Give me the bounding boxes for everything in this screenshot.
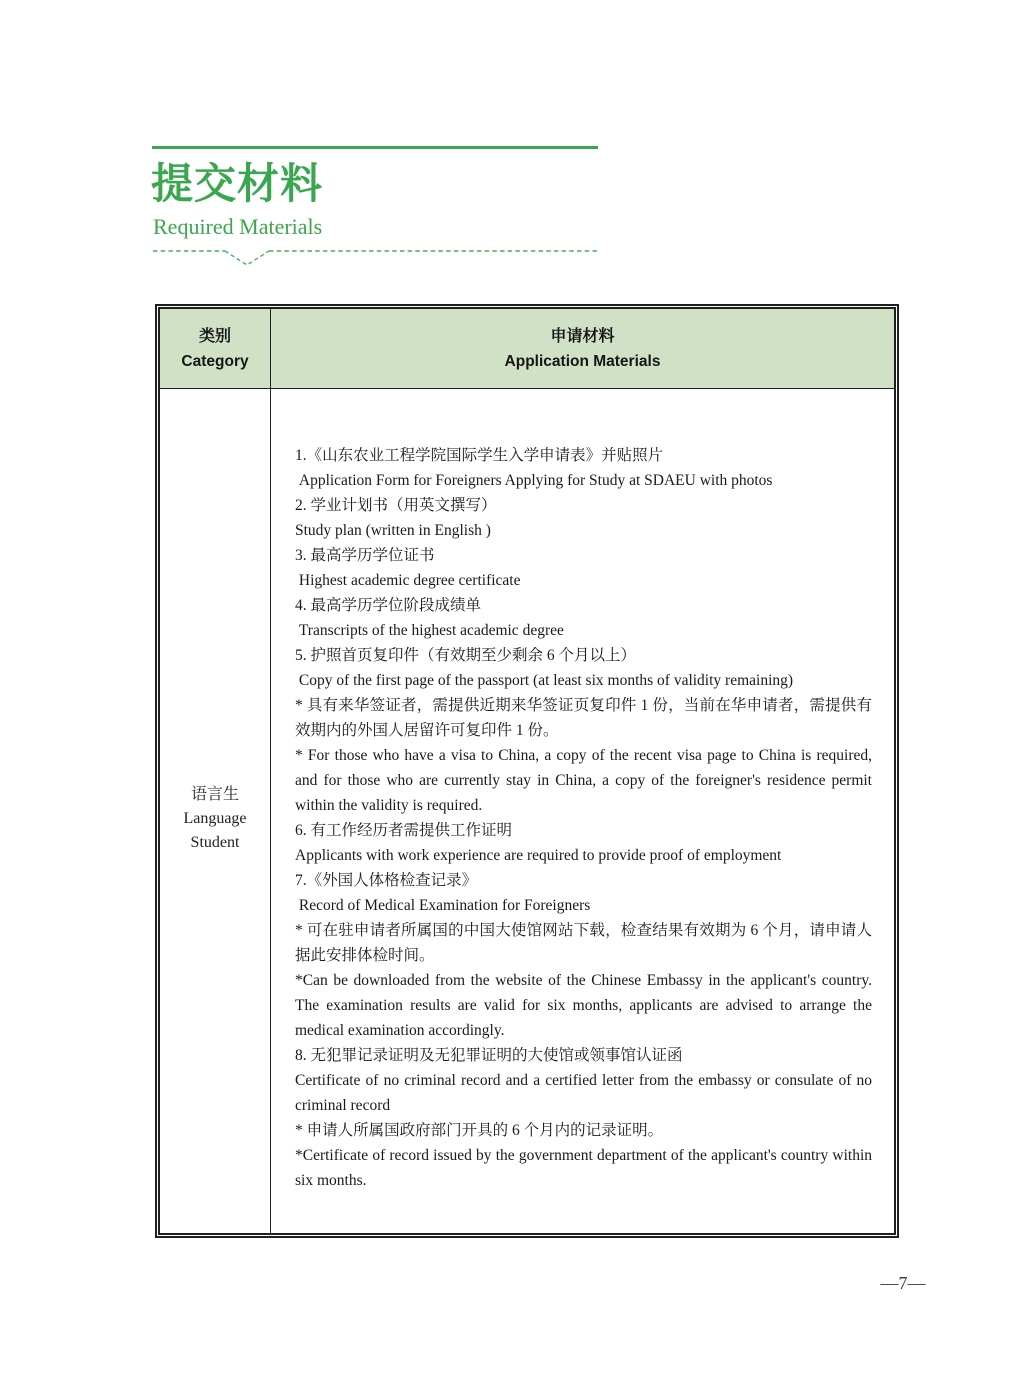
category-line-en1: Language bbox=[183, 810, 247, 827]
materials-header-en: Application Materials bbox=[504, 352, 661, 370]
material-paragraph: Study plan (written in English ) bbox=[295, 522, 491, 539]
material-paragraph: Copy of the first page of the passport (at least six months of validity remaining) bbox=[295, 672, 794, 689]
table-header-row bbox=[160, 309, 894, 389]
material-paragraph: 6. 有工作经历者需提供工作证明 bbox=[295, 822, 513, 839]
material-paragraph: Applicants with work experience are required to provide proof of employment bbox=[295, 847, 782, 864]
category-line-en2: Student bbox=[190, 834, 240, 851]
section-title-rule bbox=[152, 146, 598, 149]
material-paragraph: * For those who have a visa to China, a copy of the recent visa page to China is required, and for those who are currently stay in China, a copy of the foreigner's residence permit within the validity is required. bbox=[295, 747, 876, 814]
dashed-separator-with-arrow-icon bbox=[152, 249, 600, 269]
table-body-row bbox=[160, 389, 894, 1233]
material-paragraph: *Can be downloaded from the website of the Chinese Embassy in the applicant's country. The examination results are valid for six months, applicants are advised to arrange the medical examination accordingly. bbox=[295, 972, 876, 1039]
material-paragraph: 5. 护照首页复印件（有效期至少剩余 6 个月以上） bbox=[295, 647, 637, 664]
category-header-zh: 类别 bbox=[198, 327, 231, 345]
page-title: 提交材料 bbox=[151, 160, 324, 207]
column-header-application-materials bbox=[271, 309, 894, 388]
category-line-zh: 语言生 bbox=[190, 786, 239, 803]
page-number: —7— bbox=[880, 1273, 926, 1293]
material-paragraph: 7.《外国人体格检查记录》 bbox=[295, 872, 478, 889]
material-paragraph: 4. 最高学历学位阶段成绩单 bbox=[295, 597, 482, 614]
material-paragraph: *Certificate of record issued by the government department of the applicant's country within six months. bbox=[295, 1147, 876, 1189]
material-paragraph: * 具有来华签证者，需提供近期来华签证页复印件 1 份，当前在华申请者，需提供有效期内的外国人居留许可复印件 1 份。 bbox=[295, 697, 872, 739]
material-paragraph: 1.《山东农业工程学院国际学生入学申请表》并贴照片 bbox=[295, 447, 664, 464]
material-paragraph: 8. 无犯罪记录证明及无犯罪证明的大使馆或领事馆认证函 bbox=[295, 1047, 683, 1064]
materials-table bbox=[155, 304, 899, 1238]
category-cell-language-student bbox=[160, 389, 271, 1233]
material-paragraph: Record of Medical Examination for Foreigners bbox=[295, 897, 591, 914]
material-paragraph: * 申请人所属国政府部门开具的 6 个月内的记录证明。 bbox=[295, 1122, 664, 1139]
material-paragraph: 2. 学业计划书（用英文撰写） bbox=[295, 497, 497, 514]
materials-header-zh: 申请材料 bbox=[550, 327, 615, 345]
material-paragraph: * 可在驻申请者所属国的中国大使馆网站下载，检查结果有效期为 6 个月，请申请人据此安排体检时间。 bbox=[295, 922, 872, 964]
material-paragraph: Highest academic degree certificate bbox=[295, 572, 521, 589]
material-paragraph: Application Form for Foreigners Applying for Study at SDAEU with photos bbox=[295, 472, 773, 489]
page-subtitle: Required Materials bbox=[153, 214, 323, 239]
material-paragraph: Certificate of no criminal record and a certified letter from the embassy or consulate of no criminal record bbox=[295, 1072, 876, 1114]
material-paragraph: Transcripts of the highest academic degree bbox=[295, 622, 564, 639]
materials-cell bbox=[271, 389, 894, 1233]
material-paragraph: 3. 最高学历学位证书 bbox=[295, 547, 435, 564]
column-header-category bbox=[160, 309, 271, 388]
category-header-en: Category bbox=[181, 352, 249, 370]
